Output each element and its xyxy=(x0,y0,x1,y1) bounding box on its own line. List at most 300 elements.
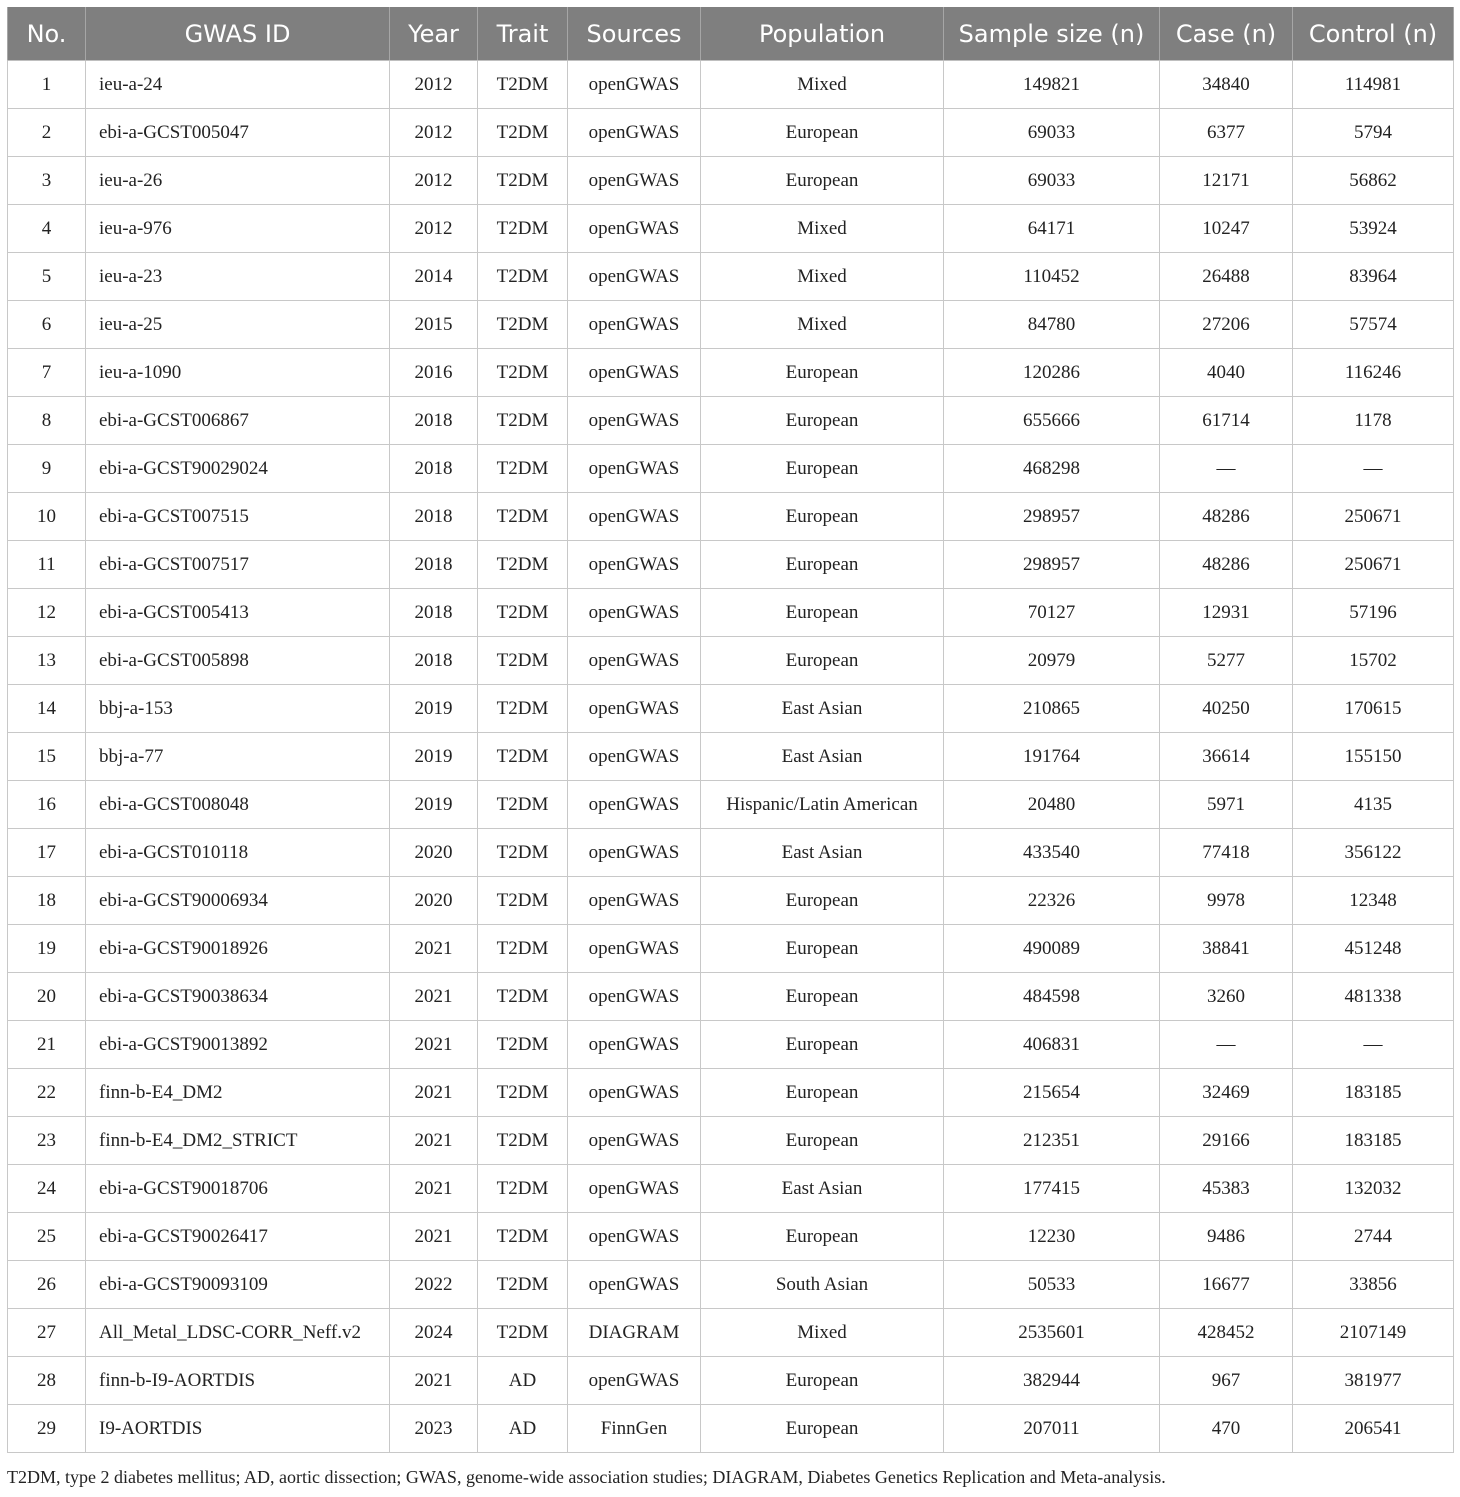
cell-source: openGWAS xyxy=(568,205,701,253)
cell-gwas-id: ebi-a-GCST90013892 xyxy=(86,1021,390,1069)
cell-sample-size: 406831 xyxy=(944,1021,1160,1069)
cell-case: 61714 xyxy=(1160,397,1293,445)
cell-population: European xyxy=(701,925,944,973)
cell-population: Mixed xyxy=(701,253,944,301)
cell-no: 18 xyxy=(8,877,86,925)
cell-case: 9978 xyxy=(1160,877,1293,925)
cell-no: 1 xyxy=(8,61,86,109)
table-row xyxy=(8,829,1454,877)
cell-no: 26 xyxy=(8,1261,86,1309)
header-sources: Sources xyxy=(568,7,701,61)
cell-control: 56862 xyxy=(1293,157,1454,205)
table-row xyxy=(8,1261,1454,1309)
table-row xyxy=(8,1405,1454,1453)
cell-source: openGWAS xyxy=(568,1357,701,1405)
cell-trait: AD xyxy=(478,1357,568,1405)
cell-source: openGWAS xyxy=(568,157,701,205)
cell-population: European xyxy=(701,493,944,541)
cell-sample-size: 120286 xyxy=(944,349,1160,397)
cell-gwas-id: All_Metal_LDSC-CORR_Neff.v2 xyxy=(86,1309,390,1357)
cell-control: 4135 xyxy=(1293,781,1454,829)
table-row xyxy=(8,493,1454,541)
table-body xyxy=(8,61,1454,1453)
gwas-table-container xyxy=(7,7,1453,1453)
cell-control: 183185 xyxy=(1293,1117,1454,1165)
cell-population: East Asian xyxy=(701,829,944,877)
cell-case: 45383 xyxy=(1160,1165,1293,1213)
cell-trait: T2DM xyxy=(478,733,568,781)
cell-year: 2019 xyxy=(390,781,478,829)
table-row xyxy=(8,445,1454,493)
cell-trait: T2DM xyxy=(478,397,568,445)
cell-trait: T2DM xyxy=(478,1261,568,1309)
cell-case: 12171 xyxy=(1160,157,1293,205)
cell-year: 2019 xyxy=(390,733,478,781)
cell-year: 2016 xyxy=(390,349,478,397)
cell-gwas-id: ebi-a-GCST90018926 xyxy=(86,925,390,973)
cell-trait: T2DM xyxy=(478,301,568,349)
cell-control: 481338 xyxy=(1293,973,1454,1021)
cell-case: 470 xyxy=(1160,1405,1293,1453)
cell-control: 15702 xyxy=(1293,637,1454,685)
cell-gwas-id: bbj-a-77 xyxy=(86,733,390,781)
cell-trait: T2DM xyxy=(478,589,568,637)
cell-gwas-id: ieu-a-976 xyxy=(86,205,390,253)
cell-case: 36614 xyxy=(1160,733,1293,781)
cell-no: 25 xyxy=(8,1213,86,1261)
cell-source: openGWAS xyxy=(568,301,701,349)
cell-trait: T2DM xyxy=(478,253,568,301)
cell-case: 29166 xyxy=(1160,1117,1293,1165)
cell-year: 2012 xyxy=(390,205,478,253)
cell-year: 2024 xyxy=(390,1309,478,1357)
cell-population: East Asian xyxy=(701,685,944,733)
cell-population: European xyxy=(701,397,944,445)
cell-sample-size: 20480 xyxy=(944,781,1160,829)
table-row xyxy=(8,589,1454,637)
cell-source: openGWAS xyxy=(568,1117,701,1165)
cell-no: 14 xyxy=(8,685,86,733)
cell-source: openGWAS xyxy=(568,1069,701,1117)
cell-population: European xyxy=(701,541,944,589)
cell-case: 16677 xyxy=(1160,1261,1293,1309)
header-gwas-id: GWAS ID xyxy=(86,7,390,61)
cell-control: — xyxy=(1293,445,1454,493)
cell-sample-size: 20979 xyxy=(944,637,1160,685)
cell-trait: T2DM xyxy=(478,973,568,1021)
cell-source: openGWAS xyxy=(568,349,701,397)
cell-source: DIAGRAM xyxy=(568,1309,701,1357)
cell-no: 27 xyxy=(8,1309,86,1357)
cell-trait: T2DM xyxy=(478,157,568,205)
cell-sample-size: 149821 xyxy=(944,61,1160,109)
cell-control: 451248 xyxy=(1293,925,1454,973)
cell-no: 21 xyxy=(8,1021,86,1069)
cell-sample-size: 191764 xyxy=(944,733,1160,781)
cell-trait: T2DM xyxy=(478,1117,568,1165)
header-sample-size: Sample size (n) xyxy=(944,7,1160,61)
cell-year: 2021 xyxy=(390,973,478,1021)
cell-gwas-id: ebi-a-GCST005413 xyxy=(86,589,390,637)
cell-source: openGWAS xyxy=(568,541,701,589)
cell-population: European xyxy=(701,1213,944,1261)
cell-population: East Asian xyxy=(701,1165,944,1213)
cell-population: Hispanic/Latin American xyxy=(701,781,944,829)
cell-no: 22 xyxy=(8,1069,86,1117)
cell-control: 33856 xyxy=(1293,1261,1454,1309)
cell-case: 34840 xyxy=(1160,61,1293,109)
cell-source: openGWAS xyxy=(568,589,701,637)
cell-control: 53924 xyxy=(1293,205,1454,253)
cell-year: 2020 xyxy=(390,829,478,877)
table-row xyxy=(8,1117,1454,1165)
cell-year: 2018 xyxy=(390,637,478,685)
cell-year: 2018 xyxy=(390,541,478,589)
table-row xyxy=(8,157,1454,205)
cell-sample-size: 215654 xyxy=(944,1069,1160,1117)
header-population: Population xyxy=(701,7,944,61)
table-row xyxy=(8,253,1454,301)
cell-case: 5971 xyxy=(1160,781,1293,829)
cell-year: 2012 xyxy=(390,109,478,157)
cell-trait: T2DM xyxy=(478,685,568,733)
cell-population: European xyxy=(701,637,944,685)
cell-case: 32469 xyxy=(1160,1069,1293,1117)
cell-sample-size: 2535601 xyxy=(944,1309,1160,1357)
cell-population: East Asian xyxy=(701,733,944,781)
cell-sample-size: 69033 xyxy=(944,157,1160,205)
cell-control: 1178 xyxy=(1293,397,1454,445)
cell-gwas-id: ebi-a-GCST007515 xyxy=(86,493,390,541)
cell-trait: T2DM xyxy=(478,1165,568,1213)
cell-source: openGWAS xyxy=(568,637,701,685)
cell-gwas-id: ebi-a-GCST90029024 xyxy=(86,445,390,493)
cell-case: 5277 xyxy=(1160,637,1293,685)
header-row xyxy=(8,7,1454,61)
cell-source: openGWAS xyxy=(568,1261,701,1309)
cell-sample-size: 50533 xyxy=(944,1261,1160,1309)
cell-source: openGWAS xyxy=(568,781,701,829)
cell-year: 2021 xyxy=(390,925,478,973)
table-row xyxy=(8,925,1454,973)
cell-control: 132032 xyxy=(1293,1165,1454,1213)
table-row xyxy=(8,1309,1454,1357)
cell-no: 3 xyxy=(8,157,86,205)
cell-sample-size: 70127 xyxy=(944,589,1160,637)
cell-year: 2018 xyxy=(390,445,478,493)
cell-source: openGWAS xyxy=(568,877,701,925)
cell-sample-size: 433540 xyxy=(944,829,1160,877)
cell-no: 29 xyxy=(8,1405,86,1453)
cell-gwas-id: ebi-a-GCST005047 xyxy=(86,109,390,157)
cell-trait: T2DM xyxy=(478,1309,568,1357)
cell-no: 2 xyxy=(8,109,86,157)
table-row xyxy=(8,781,1454,829)
cell-no: 8 xyxy=(8,397,86,445)
cell-control: 206541 xyxy=(1293,1405,1454,1453)
cell-control: 155150 xyxy=(1293,733,1454,781)
cell-year: 2012 xyxy=(390,157,478,205)
cell-gwas-id: ebi-a-GCST90038634 xyxy=(86,973,390,1021)
cell-control: 57574 xyxy=(1293,301,1454,349)
cell-sample-size: 84780 xyxy=(944,301,1160,349)
cell-no: 13 xyxy=(8,637,86,685)
cell-sample-size: 177415 xyxy=(944,1165,1160,1213)
cell-no: 11 xyxy=(8,541,86,589)
cell-trait: T2DM xyxy=(478,541,568,589)
cell-population: European xyxy=(701,1357,944,1405)
cell-no: 28 xyxy=(8,1357,86,1405)
cell-control: 170615 xyxy=(1293,685,1454,733)
cell-trait: T2DM xyxy=(478,109,568,157)
cell-case: — xyxy=(1160,1021,1293,1069)
cell-no: 10 xyxy=(8,493,86,541)
cell-source: openGWAS xyxy=(568,733,701,781)
cell-source: openGWAS xyxy=(568,829,701,877)
cell-population: European xyxy=(701,1405,944,1453)
cell-year: 2022 xyxy=(390,1261,478,1309)
cell-case: 27206 xyxy=(1160,301,1293,349)
table-row xyxy=(8,1069,1454,1117)
table-row xyxy=(8,349,1454,397)
cell-no: 19 xyxy=(8,925,86,973)
cell-gwas-id: ebi-a-GCST90093109 xyxy=(86,1261,390,1309)
cell-no: 12 xyxy=(8,589,86,637)
cell-no: 23 xyxy=(8,1117,86,1165)
cell-case: 428452 xyxy=(1160,1309,1293,1357)
cell-gwas-id: ebi-a-GCST008048 xyxy=(86,781,390,829)
cell-source: FinnGen xyxy=(568,1405,701,1453)
cell-year: 2021 xyxy=(390,1213,478,1261)
cell-trait: T2DM xyxy=(478,493,568,541)
cell-population: European xyxy=(701,1117,944,1165)
cell-source: openGWAS xyxy=(568,493,701,541)
cell-population: South Asian xyxy=(701,1261,944,1309)
cell-population: European xyxy=(701,877,944,925)
cell-case: — xyxy=(1160,445,1293,493)
cell-gwas-id: I9-AORTDIS xyxy=(86,1405,390,1453)
cell-year: 2019 xyxy=(390,685,478,733)
cell-sample-size: 110452 xyxy=(944,253,1160,301)
cell-source: openGWAS xyxy=(568,253,701,301)
cell-sample-size: 69033 xyxy=(944,109,1160,157)
cell-control: — xyxy=(1293,1021,1454,1069)
cell-population: European xyxy=(701,1021,944,1069)
cell-sample-size: 22326 xyxy=(944,877,1160,925)
table-row xyxy=(8,685,1454,733)
cell-year: 2023 xyxy=(390,1405,478,1453)
header-trait: Trait xyxy=(478,7,568,61)
cell-gwas-id: ieu-a-23 xyxy=(86,253,390,301)
cell-gwas-id: ebi-a-GCST007517 xyxy=(86,541,390,589)
cell-case: 9486 xyxy=(1160,1213,1293,1261)
cell-control: 250671 xyxy=(1293,493,1454,541)
cell-year: 2021 xyxy=(390,1357,478,1405)
cell-sample-size: 207011 xyxy=(944,1405,1160,1453)
cell-case: 48286 xyxy=(1160,493,1293,541)
cell-control: 183185 xyxy=(1293,1069,1454,1117)
cell-no: 24 xyxy=(8,1165,86,1213)
cell-control: 5794 xyxy=(1293,109,1454,157)
cell-no: 6 xyxy=(8,301,86,349)
cell-no: 17 xyxy=(8,829,86,877)
header-control: Control (n) xyxy=(1293,7,1454,61)
cell-year: 2012 xyxy=(390,61,478,109)
cell-sample-size: 655666 xyxy=(944,397,1160,445)
cell-source: openGWAS xyxy=(568,1021,701,1069)
cell-control: 12348 xyxy=(1293,877,1454,925)
cell-trait: T2DM xyxy=(478,637,568,685)
table-row xyxy=(8,1213,1454,1261)
cell-population: Mixed xyxy=(701,301,944,349)
cell-population: Mixed xyxy=(701,205,944,253)
table-row xyxy=(8,301,1454,349)
cell-source: openGWAS xyxy=(568,1213,701,1261)
cell-sample-size: 12230 xyxy=(944,1213,1160,1261)
cell-gwas-id: finn-b-E4_DM2 xyxy=(86,1069,390,1117)
table-row xyxy=(8,61,1454,109)
cell-sample-size: 298957 xyxy=(944,493,1160,541)
cell-population: European xyxy=(701,1069,944,1117)
table-row xyxy=(8,1165,1454,1213)
cell-case: 4040 xyxy=(1160,349,1293,397)
cell-population: European xyxy=(701,349,944,397)
cell-year: 2018 xyxy=(390,397,478,445)
cell-trait: T2DM xyxy=(478,205,568,253)
cell-control: 2107149 xyxy=(1293,1309,1454,1357)
cell-gwas-id: ebi-a-GCST90018706 xyxy=(86,1165,390,1213)
cell-sample-size: 210865 xyxy=(944,685,1160,733)
cell-gwas-id: ebi-a-GCST005898 xyxy=(86,637,390,685)
cell-year: 2015 xyxy=(390,301,478,349)
cell-no: 7 xyxy=(8,349,86,397)
cell-source: openGWAS xyxy=(568,685,701,733)
cell-no: 5 xyxy=(8,253,86,301)
header-case: Case (n) xyxy=(1160,7,1293,61)
cell-sample-size: 212351 xyxy=(944,1117,1160,1165)
cell-no: 20 xyxy=(8,973,86,1021)
cell-trait: T2DM xyxy=(478,349,568,397)
cell-source: openGWAS xyxy=(568,445,701,493)
cell-gwas-id: ebi-a-GCST010118 xyxy=(86,829,390,877)
table-row xyxy=(8,397,1454,445)
cell-control: 116246 xyxy=(1293,349,1454,397)
cell-case: 10247 xyxy=(1160,205,1293,253)
cell-trait: T2DM xyxy=(478,877,568,925)
cell-sample-size: 490089 xyxy=(944,925,1160,973)
cell-source: openGWAS xyxy=(568,925,701,973)
cell-case: 967 xyxy=(1160,1357,1293,1405)
cell-no: 4 xyxy=(8,205,86,253)
cell-trait: T2DM xyxy=(478,61,568,109)
cell-sample-size: 64171 xyxy=(944,205,1160,253)
cell-gwas-id: ebi-a-GCST90006934 xyxy=(86,877,390,925)
cell-population: European xyxy=(701,157,944,205)
cell-control: 57196 xyxy=(1293,589,1454,637)
cell-gwas-id: finn-b-E4_DM2_STRICT xyxy=(86,1117,390,1165)
table-row xyxy=(8,205,1454,253)
cell-source: openGWAS xyxy=(568,973,701,1021)
cell-sample-size: 382944 xyxy=(944,1357,1160,1405)
table-row xyxy=(8,541,1454,589)
cell-trait: T2DM xyxy=(478,1213,568,1261)
cell-sample-size: 468298 xyxy=(944,445,1160,493)
table-row xyxy=(8,109,1454,157)
cell-case: 40250 xyxy=(1160,685,1293,733)
cell-control: 381977 xyxy=(1293,1357,1454,1405)
table-row xyxy=(8,1357,1454,1405)
cell-population: European xyxy=(701,589,944,637)
cell-year: 2021 xyxy=(390,1069,478,1117)
cell-case: 6377 xyxy=(1160,109,1293,157)
cell-population: European xyxy=(701,973,944,1021)
cell-case: 77418 xyxy=(1160,829,1293,877)
cell-population: European xyxy=(701,109,944,157)
cell-no: 16 xyxy=(8,781,86,829)
cell-year: 2018 xyxy=(390,589,478,637)
cell-gwas-id: ieu-a-25 xyxy=(86,301,390,349)
cell-population: Mixed xyxy=(701,1309,944,1357)
cell-gwas-id: ebi-a-GCST006867 xyxy=(86,397,390,445)
cell-sample-size: 484598 xyxy=(944,973,1160,1021)
cell-source: openGWAS xyxy=(568,109,701,157)
cell-case: 3260 xyxy=(1160,973,1293,1021)
table-row xyxy=(8,877,1454,925)
cell-trait: T2DM xyxy=(478,1069,568,1117)
cell-control: 2744 xyxy=(1293,1213,1454,1261)
cell-year: 2021 xyxy=(390,1021,478,1069)
cell-year: 2014 xyxy=(390,253,478,301)
cell-trait: T2DM xyxy=(478,781,568,829)
cell-sample-size: 298957 xyxy=(944,541,1160,589)
cell-gwas-id: ieu-a-1090 xyxy=(86,349,390,397)
cell-control: 114981 xyxy=(1293,61,1454,109)
cell-population: European xyxy=(701,445,944,493)
cell-year: 2018 xyxy=(390,493,478,541)
gwas-table xyxy=(7,7,1454,1453)
cell-no: 15 xyxy=(8,733,86,781)
cell-population: Mixed xyxy=(701,61,944,109)
cell-trait: T2DM xyxy=(478,1021,568,1069)
cell-gwas-id: ieu-a-26 xyxy=(86,157,390,205)
table-row xyxy=(8,973,1454,1021)
cell-year: 2021 xyxy=(390,1117,478,1165)
cell-no: 9 xyxy=(8,445,86,493)
cell-source: openGWAS xyxy=(568,1165,701,1213)
cell-year: 2021 xyxy=(390,1165,478,1213)
cell-control: 356122 xyxy=(1293,829,1454,877)
cell-case: 12931 xyxy=(1160,589,1293,637)
table-row xyxy=(8,1021,1454,1069)
header-year: Year xyxy=(390,7,478,61)
cell-case: 26488 xyxy=(1160,253,1293,301)
cell-control: 83964 xyxy=(1293,253,1454,301)
table-footnote: T2DM, type 2 diabetes mellitus; AD, aortic dissection; GWAS, genome-wide association studies; DIAGRAM, Diabetes Genetics Replication and Meta-analysis. xyxy=(7,1467,1166,1487)
cell-gwas-id: ieu-a-24 xyxy=(86,61,390,109)
cell-gwas-id: ebi-a-GCST90026417 xyxy=(86,1213,390,1261)
cell-trait: AD xyxy=(478,1405,568,1453)
cell-source: openGWAS xyxy=(568,61,701,109)
cell-control: 250671 xyxy=(1293,541,1454,589)
cell-trait: T2DM xyxy=(478,829,568,877)
cell-year: 2020 xyxy=(390,877,478,925)
table-row xyxy=(8,733,1454,781)
cell-case: 38841 xyxy=(1160,925,1293,973)
cell-source: openGWAS xyxy=(568,397,701,445)
header-no: No. xyxy=(8,7,86,61)
cell-gwas-id: bbj-a-153 xyxy=(86,685,390,733)
cell-trait: T2DM xyxy=(478,925,568,973)
